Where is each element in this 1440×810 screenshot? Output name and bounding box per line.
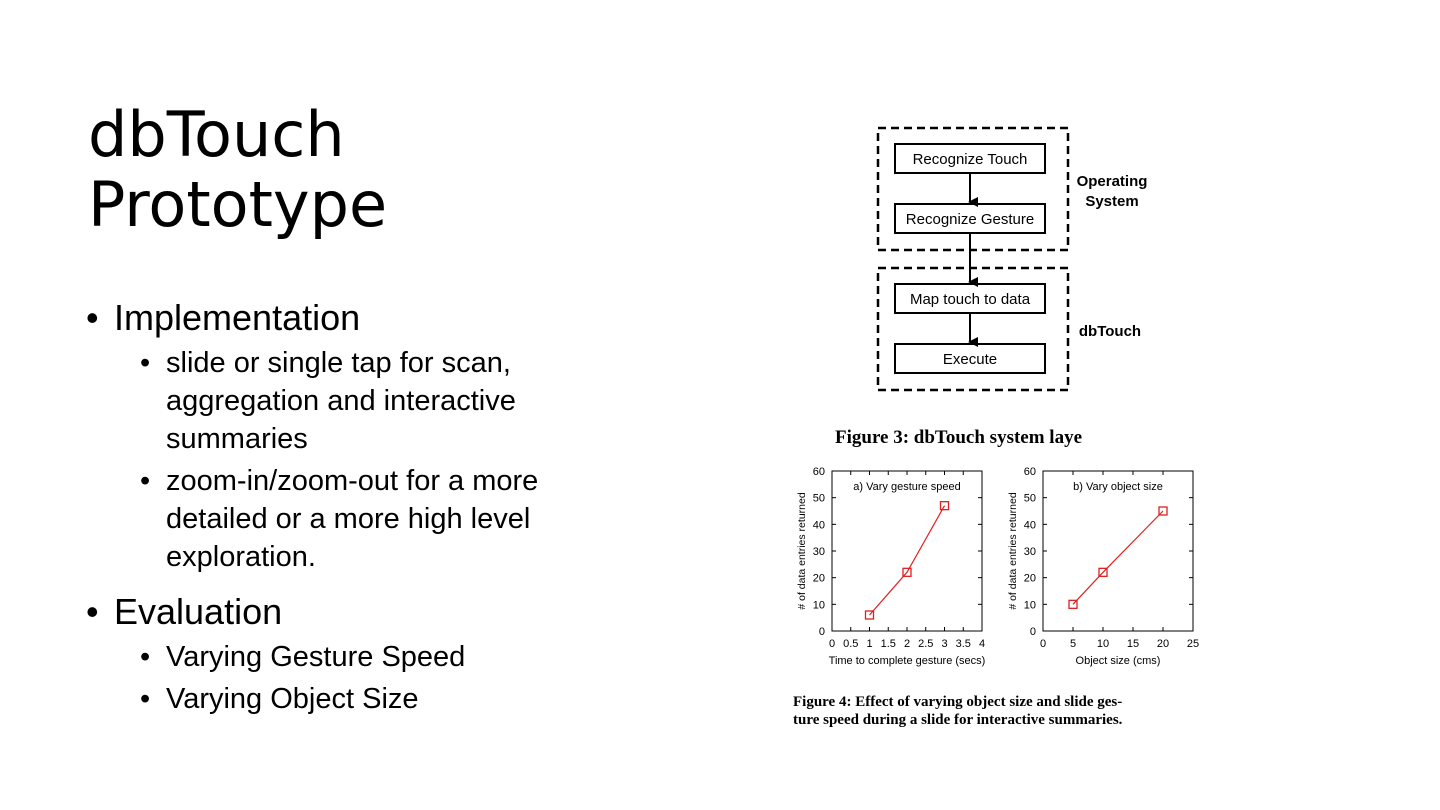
y-tick-label: 60	[812, 466, 825, 478]
y-tick-label: 60	[1023, 466, 1036, 478]
x-tick-label: 15	[1126, 638, 1140, 650]
bullet-list	[88, 292, 628, 718]
sub-bullet: • zoom-in/zoom-out for a more detailed or a more high level exploration.	[88, 462, 628, 576]
y-axis-label: # of data entries returned	[1007, 492, 1019, 610]
x-tick-label: 1	[866, 638, 873, 650]
group-os-label-2: System	[1085, 193, 1139, 210]
x-tick-label: 2	[903, 638, 911, 650]
plot-frame	[832, 471, 982, 631]
chart-title: a) Vary gesture speed	[853, 481, 961, 493]
x-axis-label: Object size (cms)	[1075, 655, 1161, 667]
sub-bullet: • slide or single tap for scan, aggregation and interactive summaries	[88, 344, 628, 458]
x-tick-label: 3.5	[955, 638, 971, 650]
data-point	[941, 502, 949, 510]
bullet-evaluation: • Evaluation	[88, 590, 628, 634]
y-tick-label: 50	[812, 492, 825, 505]
figure3-diagram	[860, 118, 1200, 448]
y-tick-label: 10	[1023, 599, 1036, 612]
box-execute-label: Execute	[942, 351, 998, 368]
y-tick-label: 0	[818, 626, 825, 638]
y-tick-label: 0	[1029, 626, 1036, 638]
figure4-charts	[790, 460, 1220, 675]
sub-bullet: • Varying Object Size	[88, 680, 628, 718]
x-tick-label: 0.5	[843, 638, 859, 650]
x-tick-label: 20	[1156, 638, 1170, 650]
bullet-implementation: • Implementation	[88, 296, 628, 340]
y-axis-label: # of data entries returned	[796, 492, 808, 610]
sub-bullet: • Varying Gesture Speed	[88, 638, 628, 676]
x-tick-label: 2.5	[918, 638, 934, 650]
figure4-caption-line1: Figure 4: Effect of varying object size and slide ges-	[793, 694, 1123, 710]
figure4-caption-box	[790, 688, 1230, 732]
box-recognize-touch-label: Recognize Touch	[912, 151, 1028, 168]
y-tick-label: 30	[812, 546, 825, 558]
x-tick-label: 5	[1069, 638, 1077, 650]
group-dbtouch-label: dbTouch	[1078, 323, 1142, 340]
x-tick-label: 0	[828, 638, 836, 650]
plot-frame	[1043, 471, 1193, 631]
y-tick-label: 50	[1023, 492, 1036, 505]
x-tick-label: 4	[978, 638, 986, 650]
figure3-caption-box	[830, 420, 1170, 452]
y-tick-label: 20	[1023, 572, 1036, 585]
group-os-label-1: Operating	[1076, 173, 1148, 190]
y-tick-label: 10	[812, 599, 825, 612]
chart-title: b) Vary object size	[1073, 481, 1163, 493]
slide-title	[88, 100, 387, 240]
y-tick-label: 20	[812, 572, 825, 585]
x-tick-label: 3	[941, 638, 948, 650]
slide-title-line1: dbTouch	[88, 98, 345, 171]
box-map-touch-label: Map touch to data	[909, 291, 1031, 308]
series-line	[1073, 511, 1163, 604]
figure4-caption-line2: ture speed during a slide for interactive summaries.	[793, 712, 1123, 728]
y-tick-label: 30	[1023, 546, 1036, 558]
x-tick-label: 1.5	[880, 638, 896, 650]
box-recognize-gesture-label: Recognize Gesture	[905, 211, 1035, 228]
y-tick-label: 40	[1023, 519, 1036, 532]
y-tick-label: 40	[812, 519, 825, 532]
slide-title-line2: Prototype	[88, 168, 388, 241]
x-tick-label: 10	[1096, 638, 1110, 650]
x-axis-label: Time to complete gesture (secs)	[828, 655, 986, 667]
x-tick-label: 0	[1039, 638, 1047, 650]
series-line	[870, 506, 945, 615]
figure3-caption: Figure 3: dbTouch system laye	[835, 427, 1083, 448]
x-tick-label: 25	[1186, 638, 1200, 650]
